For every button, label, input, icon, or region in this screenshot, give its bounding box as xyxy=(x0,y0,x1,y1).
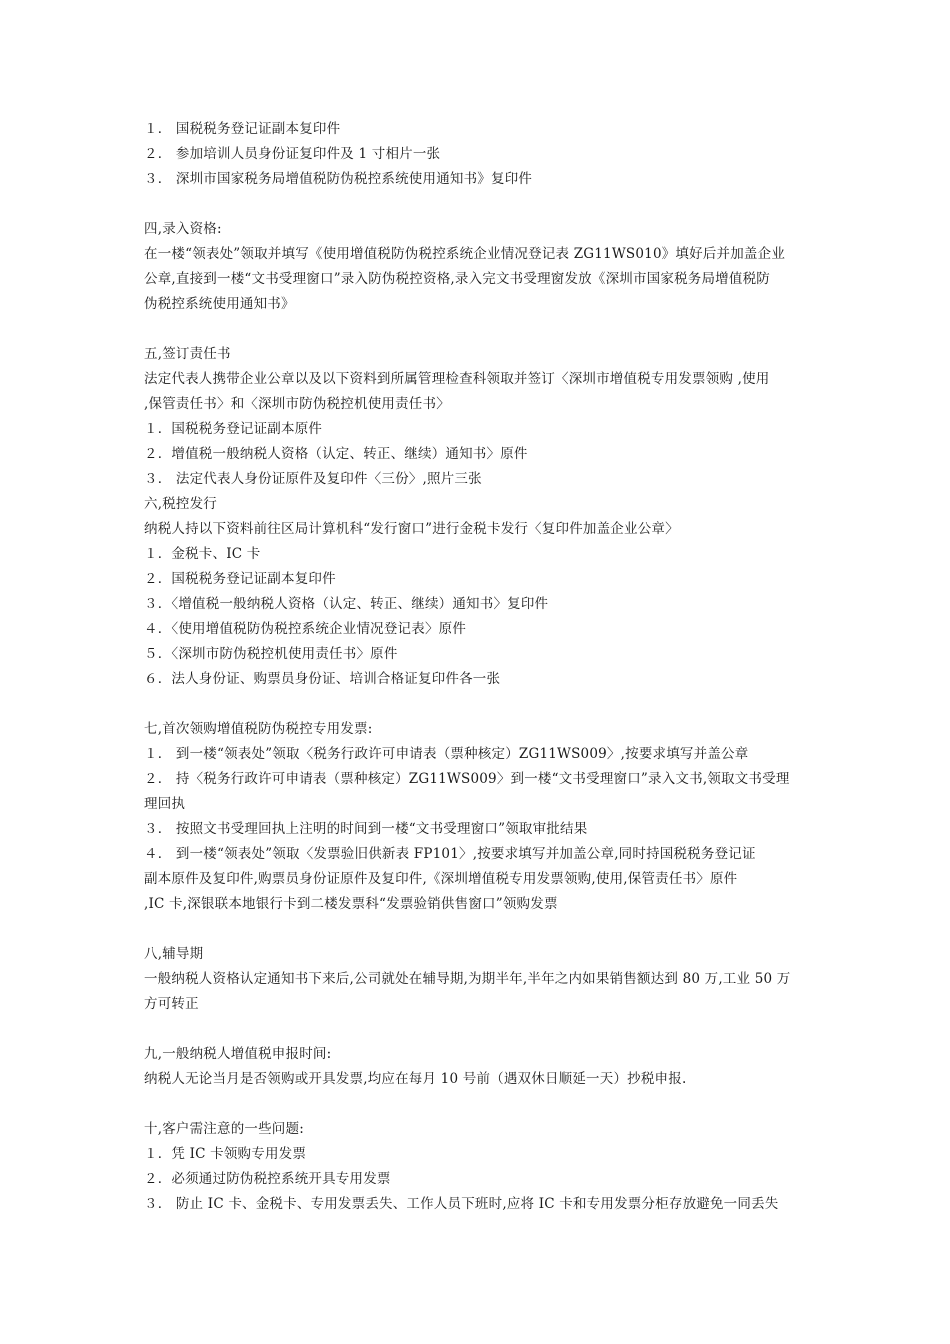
list-item: ３．〈增值税一般纳税人资格（认定、转正、继续）通知书〉复印件 xyxy=(144,596,549,612)
list-item: ２．国税税务登记证副本复印件 xyxy=(144,571,336,587)
list-item: ３． 按照文书受理回执上注明的时间到一楼“文书受理窗口”领取审批结果 xyxy=(144,821,588,837)
section-heading: 六,税控发行 xyxy=(144,496,217,512)
paragraph-line: 法定代表人携带企业公章以及以下资料到所属管理检查科领取并签订〈深圳市增值税专用发票领购 ,使用 xyxy=(144,371,770,387)
list-item: ６．法人身份证、购票员身份证、培训合格证复印件各一张 xyxy=(144,671,501,687)
list-item: ３． 防止 IC 卡、金税卡、专用发票丢失、工作人员下班时,应将 IC 卡和专用发票分柜存放避免一同丢失 xyxy=(144,1196,779,1212)
paragraph-line: 一般纳税人资格认定通知书下来后,公司就处在辅导期,为期半年,半年之内如果销售额达到 80 万,工业 50 万 xyxy=(144,971,791,987)
list-item: ３． 深圳市国家税务局增值税防伪税控系统使用通知书》复印件 xyxy=(144,171,533,187)
section-heading: 七,首次领购增值税防伪税控专用发票: xyxy=(144,721,373,737)
list-item: ３． 法定代表人身份证原件及复印件〈三份〉,照片三张 xyxy=(144,471,482,487)
list-item: ４．〈使用增值税防伪税控系统企业情况登记表〉原件 xyxy=(144,621,467,637)
paragraph-line: 在一楼“领表处”领取并填写《使用增值税防伪税控系统企业情况登记表 ZG11WS010》填好后并加盖企业 xyxy=(144,246,786,262)
paragraph-line: 副本原件及复印件,购票员身份证原件及复印件,《深圳增值税专用发票领购,使用,保管责任书〉原件 xyxy=(144,871,738,887)
section-heading: 五,签订责任书 xyxy=(144,346,231,362)
paragraph-line: ,IC 卡,深银联本地银行卡到二楼发票科“发票验销供售窗口”领购发票 xyxy=(144,896,558,912)
paragraph-line: 理回执 xyxy=(144,796,186,812)
list-item: １．金税卡、IC 卡 xyxy=(144,546,261,562)
section-heading: 八,辅导期 xyxy=(144,946,204,962)
list-item: ２． 参加培训人员身份证复印件及 1 寸相片一张 xyxy=(144,146,441,162)
paragraph-line: ,保管责任书〉和〈深圳市防伪税控机使用责任书〉 xyxy=(144,396,450,412)
paragraph-line: 公章,直接到一楼“文书受理窗口”录入防伪税控资格,录入完文书受理窗发放《深圳市国家税务局增值税防 xyxy=(144,271,770,287)
list-item: ２．增值税一般纳税人资格（认定、转正、继续）通知书〉原件 xyxy=(144,446,528,462)
paragraph-line: 纳税人持以下资料前往区局计算机科“发行窗口”进行金税卡发行〈复印件加盖企业公章〉 xyxy=(144,521,679,537)
list-item: １．凭 IC 卡领购专用发票 xyxy=(144,1146,307,1162)
paragraph-line: 伪税控系统使用通知书》 xyxy=(144,296,295,312)
section-heading: 九,一般纳税人增值税申报时间: xyxy=(144,1046,332,1062)
document-body xyxy=(144,117,824,1217)
list-item: ２． 持〈税务行政许可申请表（票种核定）ZG11WS009〉到一楼“文书受理窗口”录入文书,领取文书受理 xyxy=(144,771,790,787)
list-item: ２．必须通过防伪税控系统开具专用发票 xyxy=(144,1171,391,1187)
section-heading: 四,录入资格: xyxy=(144,221,222,237)
paragraph-line: 纳税人无论当月是否领购或开具发票,均应在每月 10 号前（遇双休日顺延一天）抄税申报. xyxy=(144,1071,687,1087)
list-item: ４． 到一楼“领表处”领取〈发票验旧供新表 FP101〉,按要求填写并加盖公章,同时持国税税务登记证 xyxy=(144,846,756,862)
list-item: １．国税税务登记证副本原件 xyxy=(144,421,323,437)
list-item: ５．〈深圳市防伪税控机使用责任书〉原件 xyxy=(144,646,398,662)
section-heading: 十,客户需注意的一些问题: xyxy=(144,1121,304,1137)
list-item: １． 到一楼“领表处”领取〈税务行政许可申请表（票种核定）ZG11WS009〉,按要求填写并盖公章 xyxy=(144,746,749,762)
list-item: １． 国税税务登记证副本复印件 xyxy=(144,121,341,137)
paragraph-line: 方可转正 xyxy=(144,996,199,1012)
